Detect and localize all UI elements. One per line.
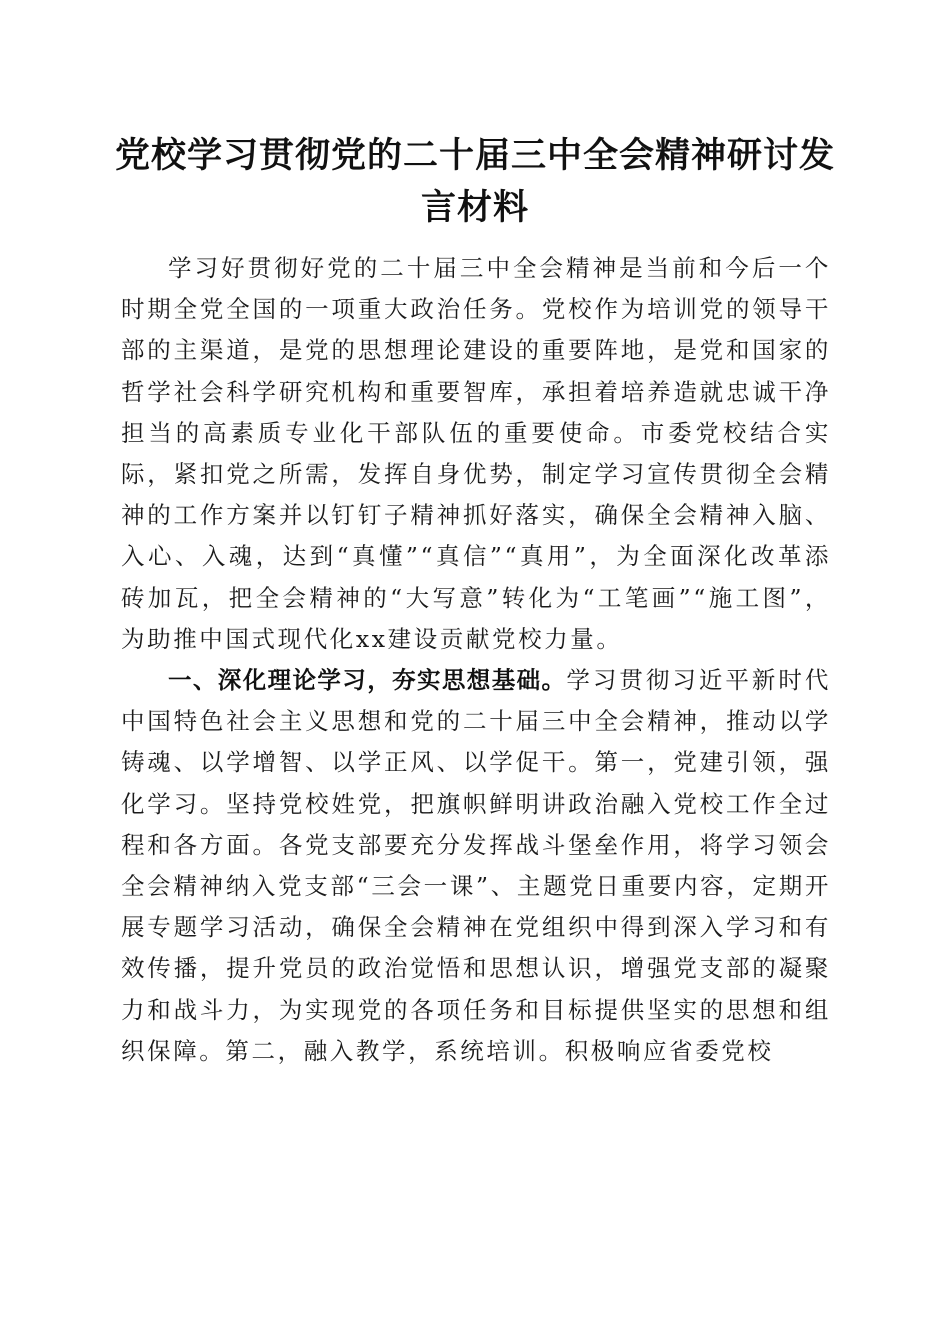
paragraph-intro-text: 学习好贯彻好党的二十届三中全会精神是当前和今后一个时期全党全国的一项重大政治任务。党校作为培训党的领导干部的主渠道，是党的思想理论建设的重要阵地，是党和国家的哲学社会科学研究机构和重要智库，承担着培养造就忠诚干净担当的高素质专业化干部队伍的重要使命。市委党校结合实际，紧扣党之所需，发挥自身优势，制定学习宣传贯彻全会精神的工作方案并以钉钉子精神抓好落实，确保全会精神入脑、入心、入魂，达到“真懂”“真信”“真用”，为全面深化改革添砖加瓦，把全会精神的“大写意”转化为“工笔画”“施工图”，为助推中国式现代化xx建设贡献党校力量。 — [121, 254, 831, 653]
section-heading: 一、深化理论学习，夯实思想基础。 — [168, 666, 567, 695]
document-title: 党校学习贯彻党的二十届三中全会精神研讨发言材料 — [114, 135, 835, 228]
document-body — [121, 248, 831, 1072]
paragraph-section-one — [121, 660, 831, 1072]
paragraph-intro — [121, 248, 831, 660]
paragraph-section-one-text: 学习贯彻习近平新时代中国特色社会主义思想和党的二十届三中全会精神，推动以学铸魂、以学增智、以学正风、以学促干。第一，党建引领，强化学习。坚持党校姓党，把旗帜鲜明讲政治融入党校工作全过程和各方面。各党支部要充分发挥战斗堡垒作用，将学习领会全会精神纳入党支部“三会一课”、主题党日重要内容，定期开展专题学习活动，确保全会精神在党组织中得到深入学习和有效传播，提升党员的政治觉悟和思想认识，增强党支部的凝聚力和战斗力，为实现党的各项任务和目标提供坚实的思想和组织保障。第二，融入教学，系统培训。积极响应省委党校 — [121, 666, 832, 1065]
